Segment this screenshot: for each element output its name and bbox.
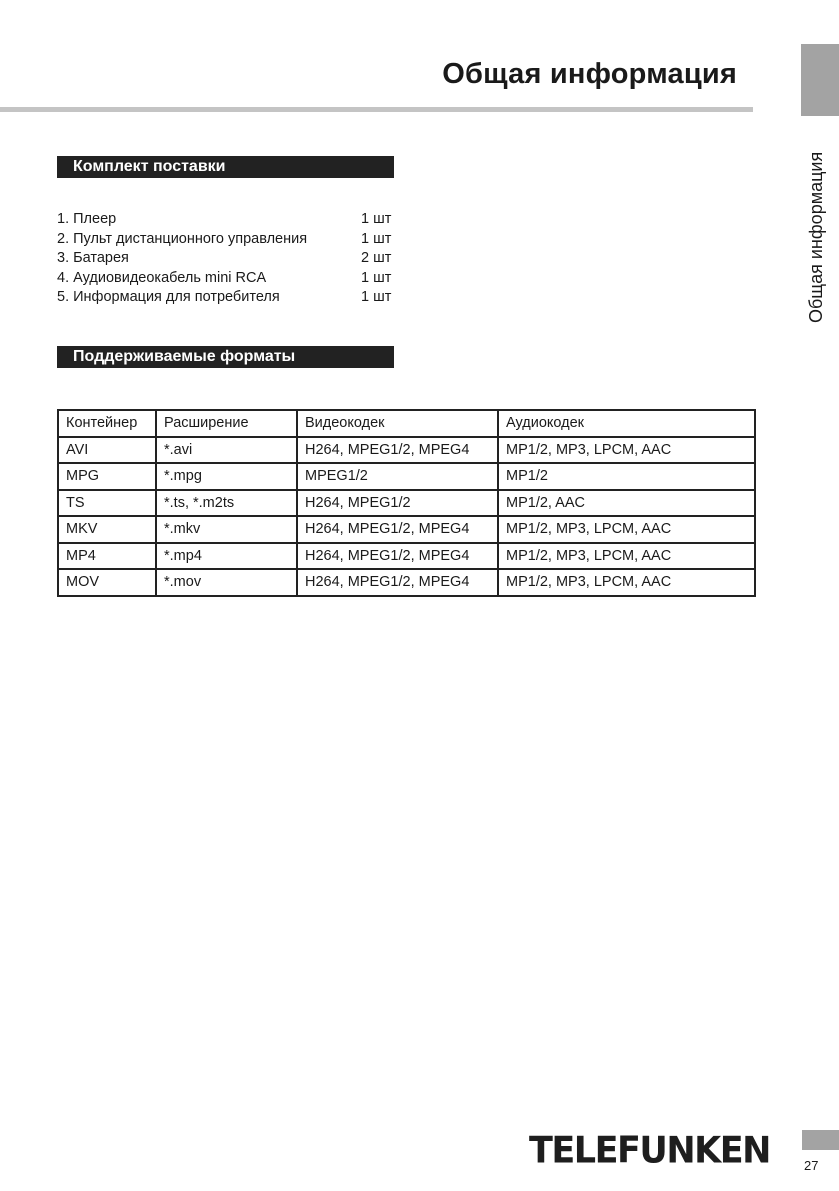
table-cell: *.mp4: [156, 543, 297, 570]
table-cell: *.mpg: [156, 463, 297, 490]
kit-item-qty: 1 шт: [361, 230, 392, 247]
list-item: [57, 249, 397, 269]
list-item: [57, 230, 397, 250]
table-cell: H264, MPEG1/2, MPEG4: [297, 569, 498, 596]
kit-list: [57, 210, 397, 308]
column-header: Видеокодек: [297, 410, 498, 437]
table-cell: *.avi: [156, 437, 297, 464]
table-cell: H264, MPEG1/2: [297, 490, 498, 517]
table-cell: MP1/2, AAC: [498, 490, 755, 517]
table-cell: *.ts, *.m2ts: [156, 490, 297, 517]
brand-logo: TELEFUNKEN: [529, 1130, 770, 1172]
table-row: [58, 463, 755, 490]
column-header: Контейнер: [58, 410, 156, 437]
table-row: [58, 569, 755, 596]
kit-item-qty: 1 шт: [361, 289, 392, 305]
table-row: [58, 516, 755, 543]
kit-section-heading: Комплект поставки: [57, 156, 394, 178]
table-cell: MKV: [58, 516, 156, 543]
column-header: Аудиокодек: [498, 410, 755, 437]
kit-item-qty: 2 шт: [361, 250, 392, 266]
table-cell: MP4: [58, 543, 156, 570]
table-cell: MP1/2, MP3, LPCM, AAC: [498, 516, 755, 543]
list-item: [57, 269, 397, 289]
page-number-tab: [802, 1130, 839, 1150]
kit-item-name: 3. Батарея: [57, 250, 129, 266]
formats-section-heading: Поддерживаемые форматы: [57, 346, 394, 368]
kit-item-qty: 1 шт: [361, 269, 392, 286]
table-cell: *.mkv: [156, 516, 297, 543]
kit-item-name: 5. Информация для потребителя: [57, 289, 280, 305]
formats-table: [57, 409, 756, 597]
page-title: Общая информация: [442, 58, 737, 90]
table-cell: H264, MPEG1/2, MPEG4: [297, 516, 498, 543]
table-cell: H264, MPEG1/2, MPEG4: [297, 543, 498, 570]
table-header-row: [58, 410, 755, 437]
side-section-label: Общая информация: [806, 151, 826, 323]
list-item: [57, 288, 397, 308]
kit-item-name: 4. Аудиовидеокабель mini RCA: [57, 269, 267, 286]
page-number: 27: [804, 1158, 819, 1173]
table-cell: H264, MPEG1/2, MPEG4: [297, 437, 498, 464]
table-cell: MP1/2, MP3, LPCM, AAC: [498, 437, 755, 464]
table-cell: AVI: [58, 437, 156, 464]
table-cell: MPEG1/2: [297, 463, 498, 490]
list-item: [57, 210, 397, 230]
table-row: [58, 437, 755, 464]
kit-item-name: 2. Пульт дистанционного управления: [57, 230, 308, 247]
table-cell: MPG: [58, 463, 156, 490]
table-cell: MOV: [58, 569, 156, 596]
kit-item-name: 1. Плеер: [57, 211, 117, 227]
column-header: Расширение: [156, 410, 297, 437]
title-divider: [0, 107, 753, 112]
table-cell: MP1/2, MP3, LPCM, AAC: [498, 569, 755, 596]
kit-item-qty: 1 шт: [361, 211, 392, 227]
table-row: [58, 490, 755, 517]
table-cell: MP1/2, MP3, LPCM, AAC: [498, 543, 755, 570]
table-cell: TS: [58, 490, 156, 517]
table-row: [58, 543, 755, 570]
table-cell: *.mov: [156, 569, 297, 596]
table-cell: MP1/2: [498, 463, 755, 490]
